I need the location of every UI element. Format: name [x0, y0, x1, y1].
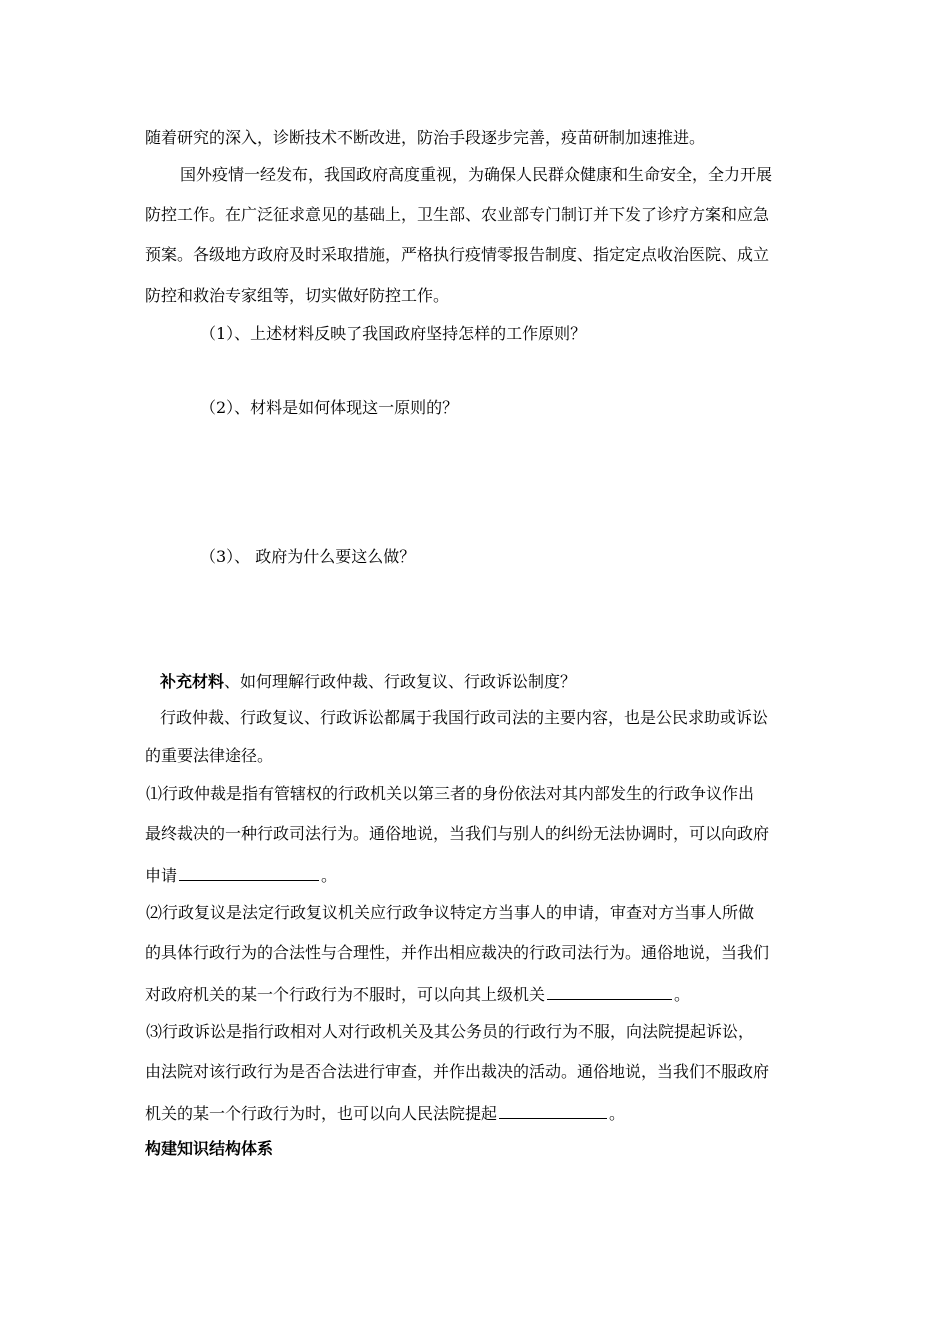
supplement-intro-2: 的重要法律途径。: [145, 746, 274, 765]
paragraph-1-line-1: ⑴行政仲裁是指有管辖权的行政机关以第三者的身份依法对其内部发生的行政争议作出: [146, 784, 755, 803]
paragraph-1-line-2: 最终裁决的一种行政司法行为。通俗地说，当我们与别人的纠纷无法协调时，可以向政府: [145, 824, 770, 843]
fill-in-blank-2[interactable]: [547, 983, 672, 1000]
paragraph-3-line-3-pre: 机关的某一个行政行为时，也可以向人民法院提起: [145, 1104, 498, 1123]
paragraph-1-line-3-post: 。: [321, 866, 338, 885]
paragraph-3-line-1: ⑶行政诉讼是指行政相对人对行政机关及其公务员的行政行为不服，向法院提起诉讼，: [146, 1022, 755, 1041]
section-heading: 构建知识结构体系: [145, 1139, 274, 1158]
question-1: （1）、上述材料反映了我国政府坚持怎样的工作原则？: [200, 324, 587, 343]
supplement-intro-1: 行政仲裁、行政复议、行政诉讼都属于我国行政司法的主要内容，也是公民求助或诉讼: [160, 708, 769, 727]
fill-in-blank-3[interactable]: [499, 1102, 607, 1119]
paragraph-2-line-3: [145, 983, 690, 1005]
paragraph-3-line-2: 由法院对该行政行为是否合法进行审查，并作出裁决的活动。通俗地说，当我们不服政府: [145, 1062, 770, 1081]
paragraph-3-line-3-post: 。: [609, 1104, 626, 1123]
supplement-title: [160, 672, 576, 692]
material-line-3: 防控工作。在广泛征求意见的基础上，卫生部、农业部专门制订并下发了诊疗方案和应急: [145, 205, 770, 224]
fill-in-blank-1[interactable]: [179, 864, 319, 881]
paragraph-2-line-3-pre: 对政府机关的某一个行政行为不服时，可以向其上级机关: [145, 985, 546, 1004]
material-line-4: 预案。各级地方政府及时采取措施，严格执行疫情零报告制度、指定定点收治医院、成立: [145, 245, 770, 264]
question-2: （2）、材料是如何体现这一原则的？: [200, 398, 459, 417]
material-line-1: 随着研究的深入，诊断技术不断改进，防治手段逐步完善，疫苗研制加速推进。: [145, 128, 706, 147]
paragraph-1-line-3: [145, 864, 337, 886]
paragraph-3-line-3: [145, 1102, 625, 1124]
paragraph-1-line-3-pre: 申请: [145, 866, 178, 885]
paragraph-2-line-1: ⑵行政复议是法定行政复议机关应行政争议特定方当事人的申请，审查对方当事人所做: [146, 903, 755, 922]
paragraph-2-line-2: 的具体行政行为的合法性与合理性，并作出相应裁决的行政司法行为。通俗地说，当我们: [145, 943, 770, 962]
question-3: （3）、 政府为什么要这么做？: [200, 547, 416, 566]
paragraph-2-line-3-post: 。: [674, 985, 691, 1004]
material-line-2: 国外疫情一经发布，我国政府高度重视，为确保人民群众健康和生命安全，全力开展: [180, 165, 773, 184]
supplement-title-bold: 补充材料: [160, 672, 225, 691]
material-line-5: 防控和救治专家组等，切实做好防控工作。: [145, 286, 450, 305]
supplement-title-rest: 、如何理解行政仲裁、行政复议、行政诉讼制度？: [224, 672, 577, 691]
